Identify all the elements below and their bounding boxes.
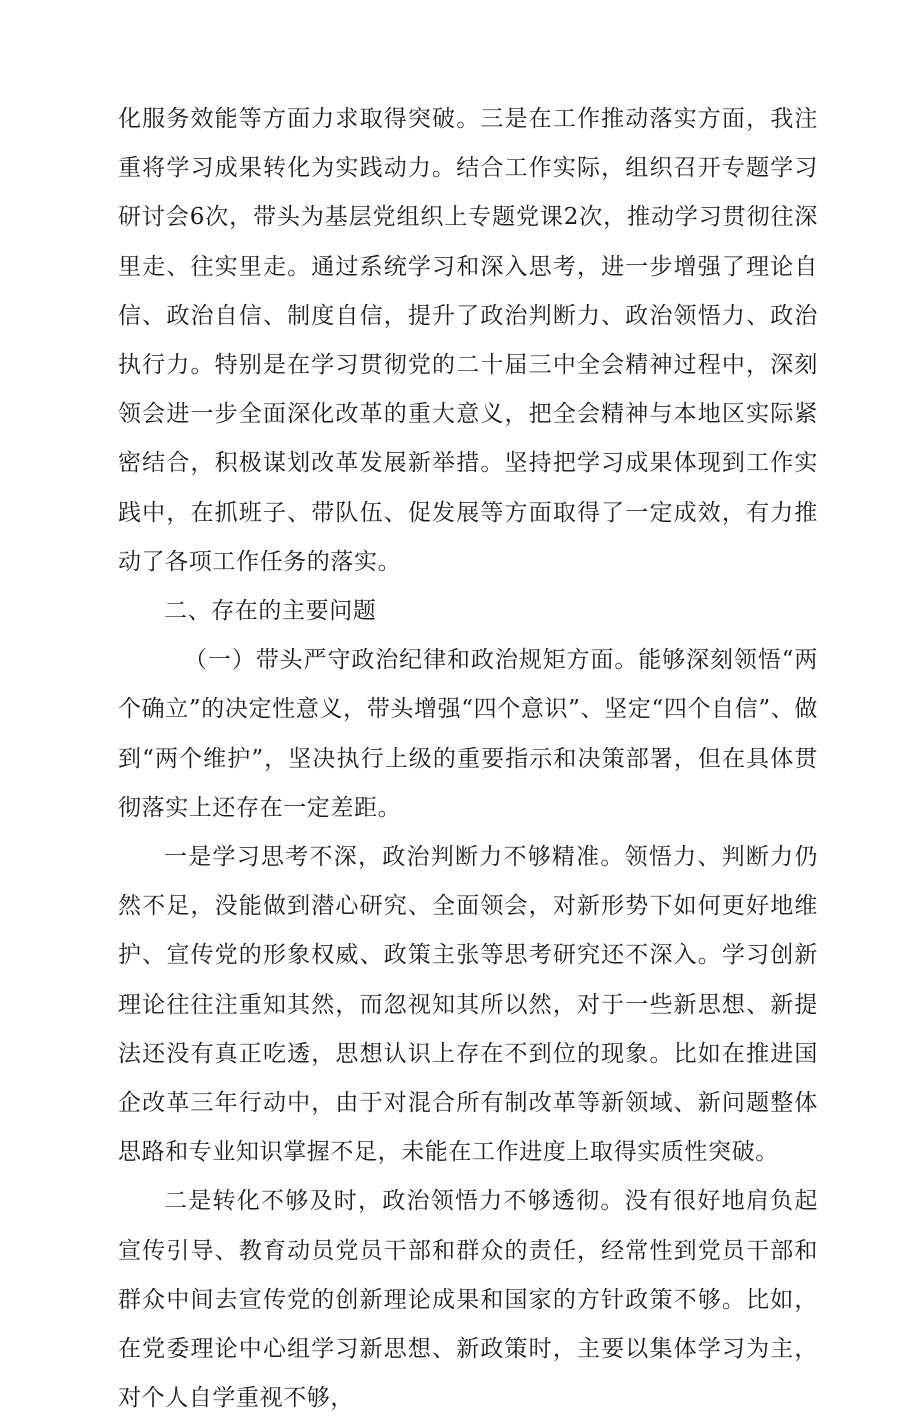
section-heading: 二、存在的主要问题 [164, 598, 377, 625]
document-body [118, 95, 818, 1423]
paragraph-continuation: 化服务效能等方面力求取得突破。三是在工作推动落实方面，我注重将学习成果转化为实践动力。结合工作实际，组织召开专题学习研讨会6次，带头为基层党组织上专题党课2次，推动学习贯彻往深里走、往实里走。通过系统学习和深入思考，进一步增强了理论自信、政治自信、制度自信，提升了政治判断力、政治领悟力、政治执行力。特别是在学习贯彻党的二十届三中全会精神过程中，深刻领会进一步全面深化改革的重大意义，把全会精神与本地区实际紧密结合，积极谋划改革发展新举措。坚持把学习成果体现到工作实践中，在抓班子、带队伍、促发展等方面取得了一定成效，有力推动了各项工作任务的落实。 [118, 106, 818, 575]
paragraph-point-1: 一是学习思考不深，政治判断力不够精准。领悟力、判断力仍然不足，没能做到潜心研究、全面领会，对新形势下如何更好地维护、宣传党的形象权威、政策主张等思考研究还不深入。学习创新理论往往注重知其然，而忽视知其所以然，对于一些新思想、新提法还没有真正吃透，思想认识上存在不到位的现象。比如在推进国企改革三年行动中，由于对混合所有制改革等新领域、新问题整体思路和专业知识掌握不足，未能在工作进度上取得实质性突破。 [118, 844, 818, 1166]
paragraph-subsection-1: （一）带头严守政治纪律和政治规矩方面。能够深刻领悟“两个确立”的决定性意义，带头增强“四个意识”、坚定“四个自信”、做到“两个维护”，坚决执行上级的重要指示和决策部署，但在具体贯彻落实上还存在一定差距。 [118, 647, 818, 821]
paragraph-point-2: 二是转化不够及时，政治领悟力不够透彻。没有很好地肩负起宣传引导、教育动员党员干部和群众的责任，经常性到党员干部和群众中间去宣传党的创新理论成果和国家的方针政策不够。比如，在党委理论中心组学习新思想、新政策时，主要以集体学习为主，对个人自学重视不够， [118, 1188, 818, 1412]
